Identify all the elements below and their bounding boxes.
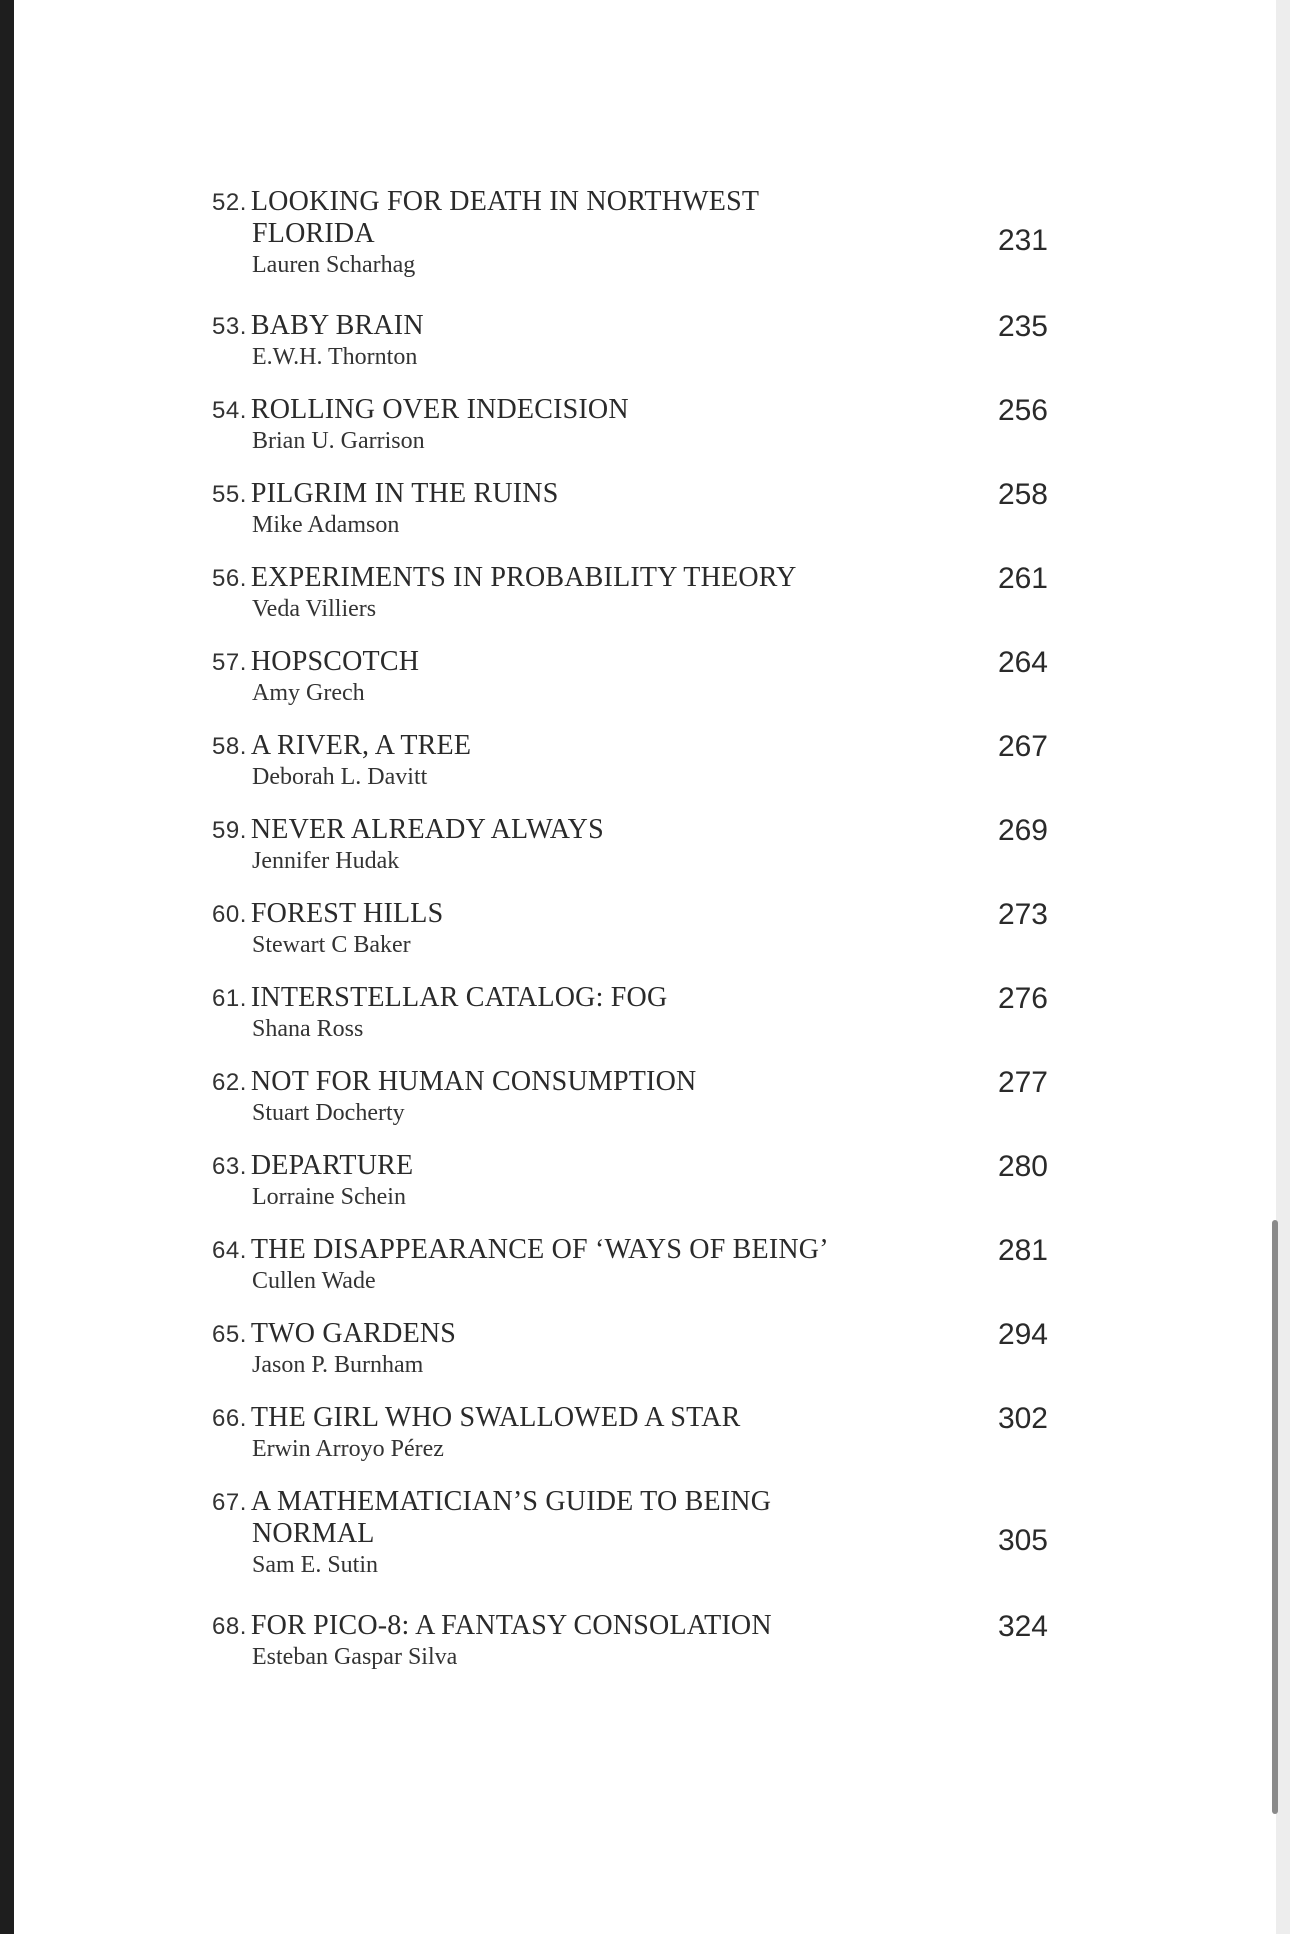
entry-title: PILGRIM IN THE RUINS — [250, 478, 559, 509]
entry-number: 64. — [212, 1237, 247, 1264]
entry-page-number: 281 — [997, 1234, 1048, 1267]
scrollbar-thumb[interactable] — [1272, 1220, 1278, 1814]
entry-page-number: 305 — [997, 1524, 1048, 1557]
entry-title-line — [212, 1610, 1048, 1642]
entry-title-line — [212, 1066, 1048, 1098]
entry-number: 57. — [212, 649, 247, 676]
entry-author: Cullen Wade — [252, 1268, 376, 1294]
toc-entry[interactable] — [212, 898, 1048, 959]
entry-title: A RIVER, A TREE — [250, 730, 472, 761]
entry-title-line — [212, 562, 1048, 594]
entry-title-line — [212, 730, 1048, 762]
entry-author: Amy Grech — [252, 680, 365, 706]
entry-title-line — [212, 814, 1048, 846]
entry-author: Shana Ross — [252, 1016, 364, 1042]
entry-author: Veda Villiers — [252, 596, 377, 622]
entry-title-line — [212, 1486, 1048, 1518]
entry-number: 62. — [212, 1069, 247, 1096]
entry-author: Lauren Scharhag — [252, 252, 416, 278]
entry-title: NEVER ALREADY ALWAYS — [250, 814, 604, 845]
entry-page-number: 294 — [997, 1318, 1048, 1351]
toc-entry[interactable] — [212, 1066, 1048, 1127]
entry-title: NOT FOR HUMAN CONSUMPTION — [250, 1066, 697, 1097]
entry-author: E.W.H. Thornton — [252, 344, 418, 370]
entry-page-number: 235 — [997, 310, 1048, 343]
entry-title: TWO GARDENS — [250, 1318, 457, 1349]
entry-title: INTERSTELLAR CATALOG: FOG — [250, 982, 668, 1013]
entry-page-number: 267 — [997, 730, 1048, 763]
entry-number: 59. — [212, 817, 247, 844]
toc-entry[interactable] — [212, 1486, 1048, 1579]
toc-entry[interactable] — [212, 1234, 1048, 1295]
entry-title: THE DISAPPEARANCE OF ‘WAYS OF BEING’ — [250, 1234, 829, 1265]
entry-title-line — [212, 1234, 1048, 1266]
toc-entry[interactable] — [212, 730, 1048, 791]
toc-entry[interactable] — [212, 1402, 1048, 1463]
entry-author: Esteban Gaspar Silva — [252, 1644, 458, 1670]
toc-entry[interactable] — [212, 1150, 1048, 1211]
entry-page-number: 258 — [997, 478, 1048, 511]
toc-entry[interactable] — [212, 394, 1048, 455]
entry-number: 54. — [212, 397, 247, 424]
entry-title-line — [212, 186, 1048, 218]
entry-title-continuation: FLORIDA — [252, 218, 375, 249]
entry-page-number: 264 — [997, 646, 1048, 679]
toc-entry[interactable] — [212, 646, 1048, 707]
toc-entry[interactable] — [212, 982, 1048, 1043]
entry-author: Lorraine Schein — [252, 1184, 406, 1210]
entry-number: 53. — [212, 313, 247, 340]
entry-author: Stuart Docherty — [252, 1100, 405, 1126]
entry-author: Stewart C Baker — [252, 932, 411, 958]
entry-page-number: 256 — [997, 394, 1048, 427]
toc-entry[interactable] — [212, 1610, 1048, 1671]
entry-number: 68. — [212, 1613, 247, 1640]
entry-title-line — [212, 310, 1048, 342]
toc-entry[interactable] — [212, 310, 1048, 371]
entry-title: FOREST HILLS — [250, 898, 444, 929]
entry-number: 66. — [212, 1405, 247, 1432]
entry-title: ROLLING OVER INDECISION — [250, 394, 629, 425]
entry-page-number: 231 — [997, 224, 1048, 257]
entry-page-number: 280 — [997, 1150, 1048, 1183]
entry-number: 61. — [212, 985, 247, 1012]
toc-entry[interactable] — [212, 186, 1048, 279]
toc-entry[interactable] — [212, 814, 1048, 875]
entry-title: FOR PICO-8: A FANTASY CONSOLATION — [250, 1610, 772, 1641]
entry-author: Mike Adamson — [252, 512, 400, 538]
entry-title: THE GIRL WHO SWALLOWED A STAR — [250, 1402, 741, 1433]
entry-page-number: 302 — [997, 1402, 1048, 1435]
entry-page-number: 273 — [997, 898, 1048, 931]
entry-title-line — [212, 394, 1048, 426]
entry-author: Deborah L. Davitt — [252, 764, 428, 790]
entry-title: LOOKING FOR DEATH IN NORTHWEST — [250, 186, 760, 217]
scrollbar-track[interactable] — [1276, 0, 1290, 1934]
toc-entry[interactable] — [212, 478, 1048, 539]
entry-number: 63. — [212, 1153, 247, 1180]
entry-title-line — [212, 1318, 1048, 1350]
entry-title-line — [212, 898, 1048, 930]
entry-page-number: 277 — [997, 1066, 1048, 1099]
entry-title: BABY BRAIN — [250, 310, 424, 341]
entry-number: 52. — [212, 189, 247, 216]
entry-author: Erwin Arroyo Pérez — [252, 1436, 444, 1462]
entry-number: 67. — [212, 1489, 247, 1516]
entry-title-continuation: NORMAL — [252, 1518, 375, 1549]
entry-title: EXPERIMENTS IN PROBABILITY THEORY — [250, 562, 797, 593]
entry-author: Jason P. Burnham — [252, 1352, 424, 1378]
entry-page-number: 269 — [997, 814, 1048, 847]
entry-title: DEPARTURE — [250, 1150, 414, 1181]
entry-author: Brian U. Garrison — [252, 428, 425, 454]
book-page — [14, 0, 1276, 1934]
entry-page-number: 324 — [997, 1610, 1048, 1643]
toc-entry[interactable] — [212, 1318, 1048, 1379]
entry-author: Sam E. Sutin — [252, 1552, 379, 1578]
entry-title-line — [212, 478, 1048, 510]
entry-title-line — [212, 646, 1048, 678]
entry-page-number: 261 — [997, 562, 1048, 595]
entry-number: 65. — [212, 1321, 247, 1348]
toc-entry[interactable] — [212, 562, 1048, 623]
entry-author: Jennifer Hudak — [252, 848, 400, 874]
entry-title-line — [212, 982, 1048, 1014]
entry-title-line — [212, 1402, 1048, 1434]
entry-title: A MATHEMATICIAN’S GUIDE TO BEING — [250, 1486, 772, 1517]
entry-title-line — [212, 1150, 1048, 1182]
entry-number: 56. — [212, 565, 247, 592]
entry-page-number: 276 — [997, 982, 1048, 1015]
entry-title: HOPSCOTCH — [250, 646, 420, 677]
entry-number: 60. — [212, 901, 247, 928]
entry-number: 58. — [212, 733, 247, 760]
entry-number: 55. — [212, 481, 247, 508]
